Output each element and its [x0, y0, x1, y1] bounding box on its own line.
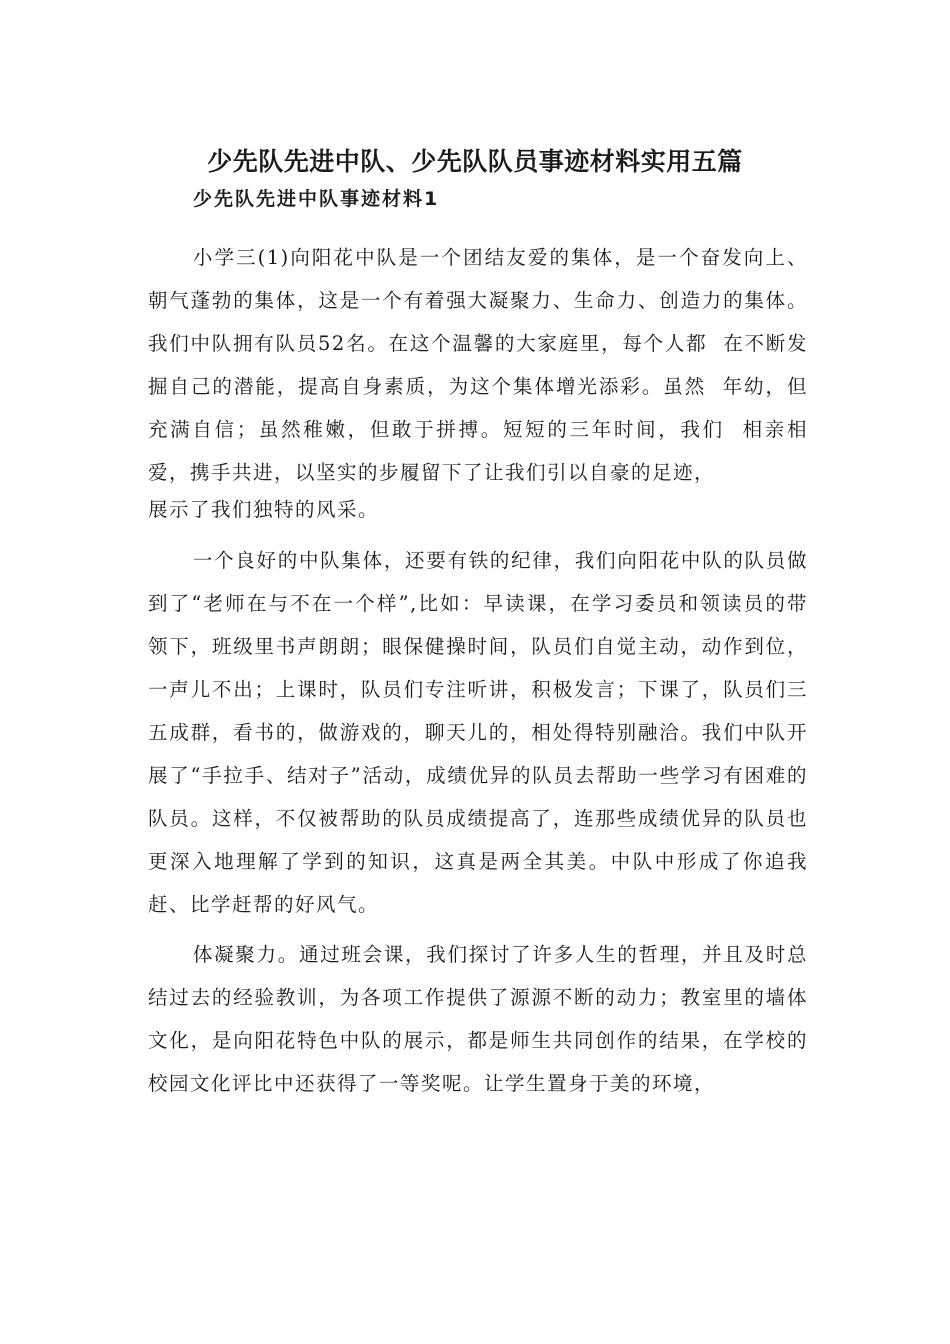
paragraph-1-continuation: 展示了我们独特的风采。	[148, 498, 380, 521]
section-heading: 少先队先进中队事迹材料1	[193, 188, 440, 210]
document-title: 少先队先进中队、少先队队员事迹材料实用五篇	[207, 147, 743, 176]
paragraph-2: 一个良好的中队集体，还要有铁的纪律，我们向阳花中队的队员做到了“老师在与不在一个样”,比如：早读课，在学习委员和领读员的带领下，班级里书声朗朗；眼保健操时间，队员们自觉主动，动作到位， 一声儿不出；上课时，队员们专注听讲，积极发言；下课了，队员们三五成群，看书的，做游戏的，聊天儿的，相处得特别融洽。我们中队开展了“手拉手、结对子”活动，成绩优异的队员去帮助一些学习有困难的队员。这样，不仅被帮助的队员成绩提高了，连那些成绩优异的队员也更深入地理解了学到的知识，这真是两全其美。中队中形成了你追我赶、比学赶帮的好风气。	[148, 549, 824, 916]
paragraph-3: 体凝聚力。通过班会课，我们探讨了许多人生的哲理，并且及时总结过去的经验教训，为各项工作提供了源源不断的动力；教室里的墙体文化，是向阳花特色中队的展示，都是师生共同创作的结果，在学校的校园文化评比中还获得了一等奖呢。让学生置身于美的环境，	[148, 943, 808, 1095]
paragraph-1: 小学三(1)向阳花中队是一个团结友爱的集体，是一个奋发向上、朝气蓬勃的集体，这是一个有着强大凝聚力、生命力、创造力的集体。我们中队拥有队员52名。在这个温馨的大家庭里，每个人都 在不断发掘自己的潜能，提高自身素质，为这个集体增光添彩。虽然 年幼，但充满自信；虽然稚嫩，但敢于拼搏。短短的三年时间，我们 相亲相爱，携手共进，以坚实的步履留下了让我们引以自豪的足迹，	[148, 246, 808, 484]
document-body	[148, 236, 824, 1105]
